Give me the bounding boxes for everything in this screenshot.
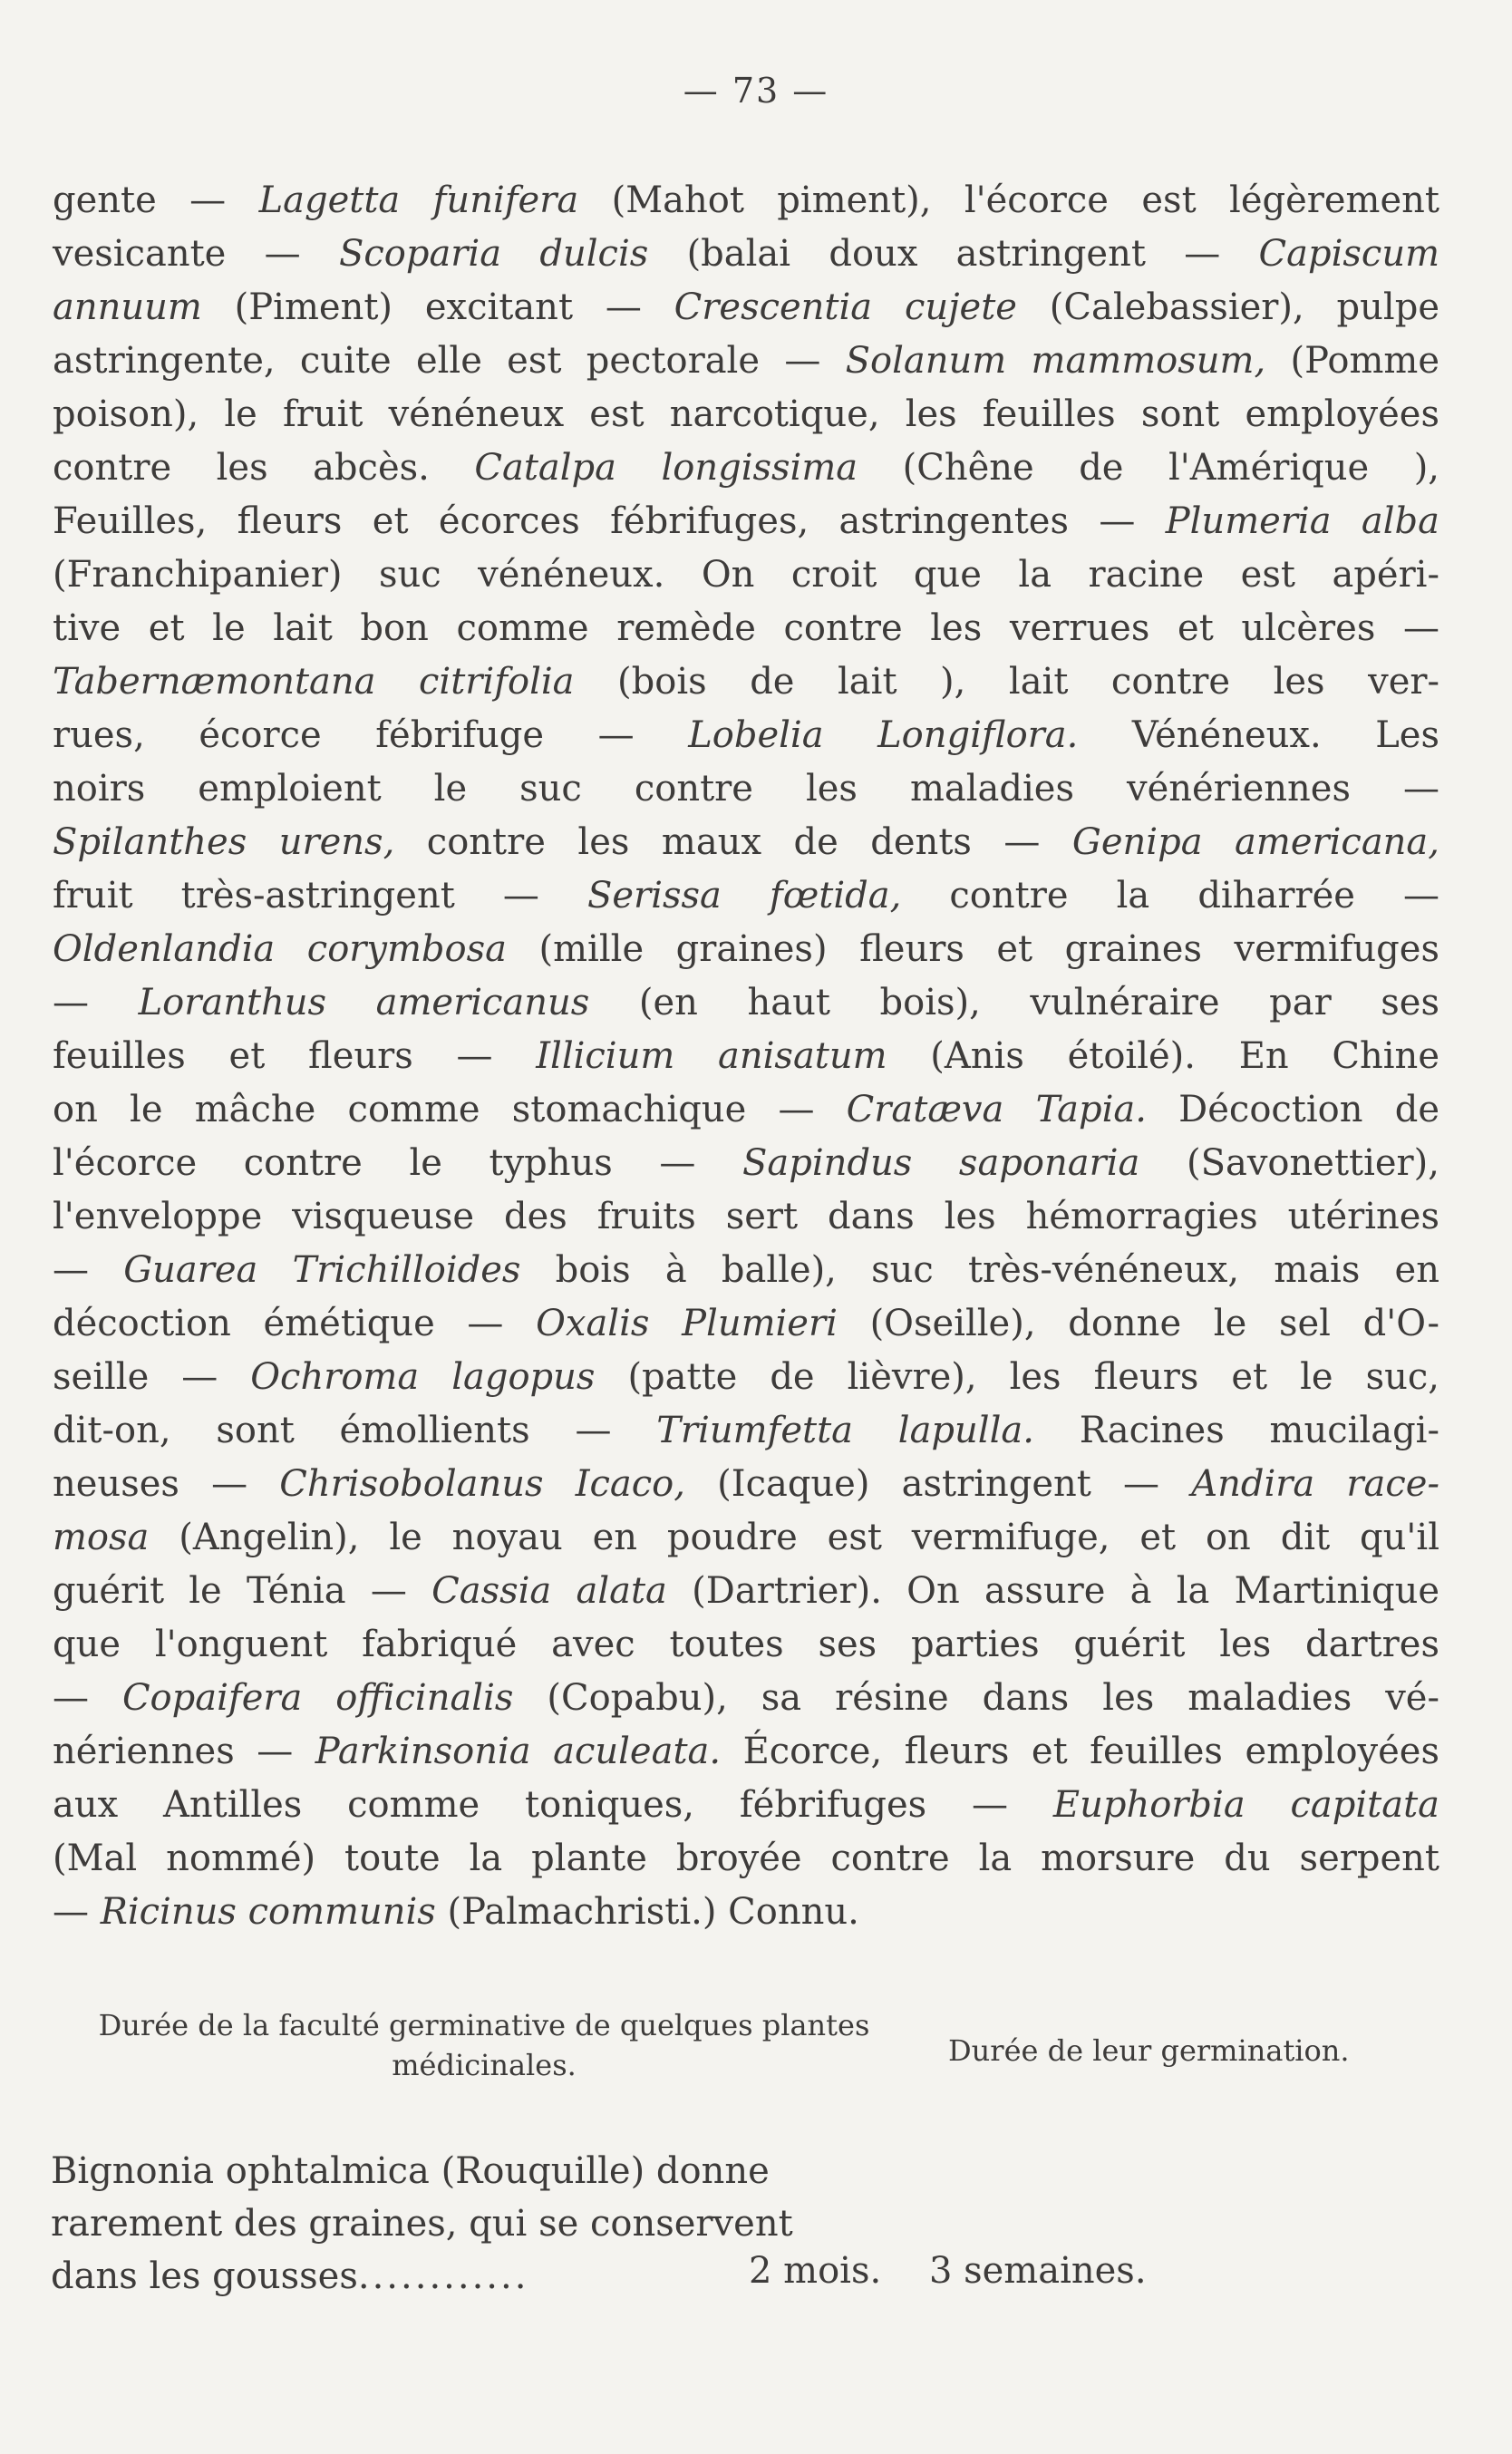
species-name: Copaifera officinalis bbox=[121, 1677, 514, 1719]
dot-leaders: ............ bbox=[357, 2255, 529, 2297]
paragraph-line bbox=[53, 1190, 1439, 1244]
species-name: annuum bbox=[53, 286, 202, 328]
text-run: (Pomme bbox=[1265, 340, 1440, 382]
paragraph-line bbox=[53, 1725, 1439, 1779]
species-name: Cratæva Tapia. bbox=[846, 1089, 1147, 1130]
species-name: Loranthus americanus bbox=[138, 982, 590, 1023]
paragraph-line bbox=[53, 709, 1439, 762]
text-run: (Franchipanier) suc vénéneux. On croit que la racine est apéri- bbox=[53, 554, 1439, 596]
text-run: l'écorce contre le typhus — bbox=[53, 1142, 743, 1184]
text-run: (Chêne de l'Amérique ), bbox=[858, 447, 1440, 489]
text-run: fruit très-astringent — bbox=[53, 875, 587, 917]
entry-line bbox=[51, 2250, 1438, 2303]
paragraph-line bbox=[53, 1351, 1439, 1404]
species-name: Chrisobolanus Icaco, bbox=[279, 1463, 685, 1505]
text-run: (en haut bois), vulnéraire par ses bbox=[589, 982, 1439, 1023]
paragraph-line bbox=[53, 1618, 1439, 1672]
text-run: gente — bbox=[53, 179, 259, 221]
paragraph-line bbox=[53, 976, 1439, 1030]
text-run: (Copabu), sa résine dans les maladies vé- bbox=[513, 1677, 1439, 1719]
species-name: Parkinsonia aculeata. bbox=[315, 1731, 722, 1772]
paragraph-line bbox=[53, 1137, 1439, 1190]
text-run: seille — bbox=[53, 1356, 251, 1398]
paragraph-line bbox=[53, 923, 1439, 976]
text-run: (Icaque) astringent — bbox=[684, 1463, 1192, 1505]
species-name: Guarea Trichilloides bbox=[123, 1249, 521, 1291]
species-name: mosa bbox=[53, 1517, 150, 1558]
text-run: (balai doux astringent — bbox=[648, 233, 1259, 275]
text-run: — bbox=[53, 1891, 101, 1933]
text-run: — bbox=[53, 1677, 122, 1719]
table-header-faculty-line2: médicinales. bbox=[392, 2048, 577, 2082]
species-name: Spilanthes urens, bbox=[53, 821, 395, 863]
text-run: (Oseille), donne le sel d'O- bbox=[837, 1303, 1439, 1344]
text-run: — bbox=[53, 982, 139, 1023]
species-name: Andira race- bbox=[1191, 1463, 1439, 1505]
paragraph-line bbox=[53, 1297, 1439, 1351]
text-run: bois à balle), suc très-vénéneux, mais en bbox=[520, 1249, 1439, 1291]
text-run: — bbox=[53, 1249, 124, 1291]
species-name: Illicium anisatum bbox=[536, 1035, 887, 1077]
species-name: Serissa fœtida, bbox=[586, 875, 902, 917]
text-run: que l'onguent fabriqué avec toutes ses parties guérit les dartres bbox=[53, 1624, 1439, 1665]
paragraph-line bbox=[53, 228, 1439, 281]
text-run: (Mal nommé) toute la plante broyée contre la morsure du serpent bbox=[53, 1838, 1439, 1879]
paragraph-line bbox=[53, 1886, 1439, 1939]
species-name: Triumfetta lapulla. bbox=[656, 1410, 1034, 1451]
text-run: (mille graines) fleurs et graines vermifuges bbox=[507, 928, 1439, 970]
species-name: Genipa americana, bbox=[1071, 821, 1439, 863]
paragraph-line bbox=[53, 1779, 1439, 1832]
paragraph-line bbox=[53, 1030, 1439, 1083]
text-run: (Mahot piment), l'écorce est légèrement bbox=[578, 179, 1439, 221]
entry-durations bbox=[749, 2250, 1183, 2292]
text-run: Feuilles, fleurs et écorces fébrifuges, astringentes — bbox=[53, 500, 1166, 542]
text-run: (Piment) excitant — bbox=[201, 286, 674, 328]
text-run: neuses — bbox=[53, 1463, 280, 1505]
paragraph-line bbox=[53, 1565, 1439, 1618]
species-name: Capiscum bbox=[1258, 233, 1440, 275]
species-name: Euphorbia capitata bbox=[1052, 1784, 1439, 1826]
species-name: Sapindus saponaria bbox=[742, 1142, 1140, 1184]
paragraph-line bbox=[53, 1083, 1439, 1137]
text-run: astringente, cuite elle est pectorale — bbox=[53, 340, 846, 382]
paragraph-line bbox=[53, 1404, 1439, 1458]
paragraph-line bbox=[53, 1458, 1439, 1511]
species-name: Plumeria alba bbox=[1165, 500, 1440, 542]
text-run: contre les maux de dents — bbox=[394, 821, 1072, 863]
text-run: décoction émétique — bbox=[53, 1303, 537, 1344]
text-run: (patte de lièvre), les fleurs et le suc, bbox=[595, 1356, 1439, 1398]
paragraph-line bbox=[53, 1511, 1439, 1565]
species-name: Lobelia Longiflora. bbox=[688, 714, 1079, 756]
text-run: Écorce, fleurs et feuilles employées bbox=[721, 1731, 1439, 1772]
text-run: Décoction de bbox=[1146, 1089, 1440, 1130]
text-run: dit-on, sont émollients — bbox=[53, 1410, 657, 1451]
species-name: Scoparia dulcis bbox=[338, 233, 649, 275]
text-run: (Anis étoilé). En Chine bbox=[887, 1035, 1439, 1077]
text-run: l'enveloppe visqueuse des fruits sert dans les hémorragies utérines bbox=[53, 1196, 1439, 1237]
species-name: Ochroma lagopus bbox=[250, 1356, 596, 1398]
paragraph-line bbox=[53, 1244, 1439, 1297]
text-run: Vénéneux. Les bbox=[1078, 714, 1439, 756]
text-run: guérit le Ténia — bbox=[53, 1570, 432, 1612]
table-header-faculty bbox=[49, 2005, 919, 2085]
table-entry-bignonia bbox=[51, 2145, 1438, 2303]
paragraph-line bbox=[53, 816, 1439, 869]
entry-line-text: dans les gousses bbox=[51, 2255, 358, 2297]
paragraph-line bbox=[53, 495, 1439, 548]
species-name: Oldenlandia corymbosa bbox=[53, 928, 507, 970]
paragraph-line bbox=[53, 869, 1439, 923]
paragraph-line bbox=[53, 174, 1439, 228]
main-paragraph bbox=[53, 174, 1439, 1939]
paragraph-line bbox=[53, 1672, 1439, 1725]
paragraph-line bbox=[53, 281, 1439, 335]
paragraph-line bbox=[53, 335, 1439, 388]
text-run: aux Antilles comme toniques, fébrifuges — bbox=[53, 1784, 1053, 1826]
text-run: (Angelin), le noyau en poudre est vermifuge, et on dit qu'il bbox=[149, 1517, 1439, 1558]
text-run: noirs emploient le suc contre les maladies vénériennes — bbox=[53, 768, 1439, 810]
species-name: Solanum mammosum, bbox=[845, 340, 1266, 382]
text-run: vesicante — bbox=[53, 233, 339, 275]
species-name: Oxalis Plumieri bbox=[536, 1303, 838, 1344]
germination-duration: 3 semaines. bbox=[928, 2250, 1147, 2292]
species-name: Ricinus communis bbox=[100, 1891, 436, 1933]
entry-line: rarement des graines, qui se conservent bbox=[51, 2203, 793, 2245]
text-run: poison), le fruit vénéneux est narcotique, les feuilles sont employées bbox=[53, 393, 1439, 435]
text-run: feuilles et fleurs — bbox=[53, 1035, 537, 1077]
paragraph-line bbox=[53, 441, 1439, 495]
paragraph-line bbox=[53, 655, 1439, 709]
table-header-germination: Durée de leur germination. bbox=[948, 2033, 1350, 2068]
text-run: (Calebassier), pulpe bbox=[1016, 286, 1439, 328]
text-run: (Dartrier). On assure à la Martinique bbox=[666, 1570, 1440, 1612]
text-run: tive et le lait bon comme remède contre les verrues et ulcères — bbox=[53, 607, 1439, 649]
faculty-duration: 2 mois. bbox=[749, 2250, 882, 2292]
paragraph-line bbox=[53, 388, 1439, 441]
text-run: (bois de lait ), lait contre les ver- bbox=[574, 661, 1440, 703]
page-number: — 73 — bbox=[683, 71, 829, 111]
text-run: contre les abcès. bbox=[53, 447, 475, 489]
species-name: Crescentia cujete bbox=[674, 286, 1017, 328]
species-name: Tabernæmontana citrifolia bbox=[53, 661, 575, 703]
text-run: nériennes — bbox=[53, 1731, 315, 1772]
text-run: Racines mucilagi- bbox=[1033, 1410, 1439, 1451]
paragraph-line bbox=[53, 1832, 1439, 1886]
table-header-faculty-line1: Durée de la faculté germinative de quelques plantes bbox=[98, 2008, 870, 2042]
species-name: Catalpa longissima bbox=[474, 447, 858, 489]
text-run: contre la diharrée — bbox=[901, 875, 1439, 917]
text-run: rues, écorce fébrifuge — bbox=[53, 714, 689, 756]
text-run: (Palmachristi.) Connu. bbox=[435, 1891, 859, 1933]
paragraph-line bbox=[53, 762, 1439, 816]
entry-line: Bignonia ophtalmica (Rouquille) donne bbox=[51, 2150, 770, 2192]
text-run: (Savonettier), bbox=[1139, 1142, 1439, 1184]
paragraph-line bbox=[53, 602, 1439, 655]
species-name: Lagetta funifera bbox=[258, 179, 579, 221]
text-run: on le mâche comme stomachique — bbox=[53, 1089, 847, 1130]
paragraph-line bbox=[53, 548, 1439, 602]
species-name: Cassia alata bbox=[431, 1570, 667, 1612]
